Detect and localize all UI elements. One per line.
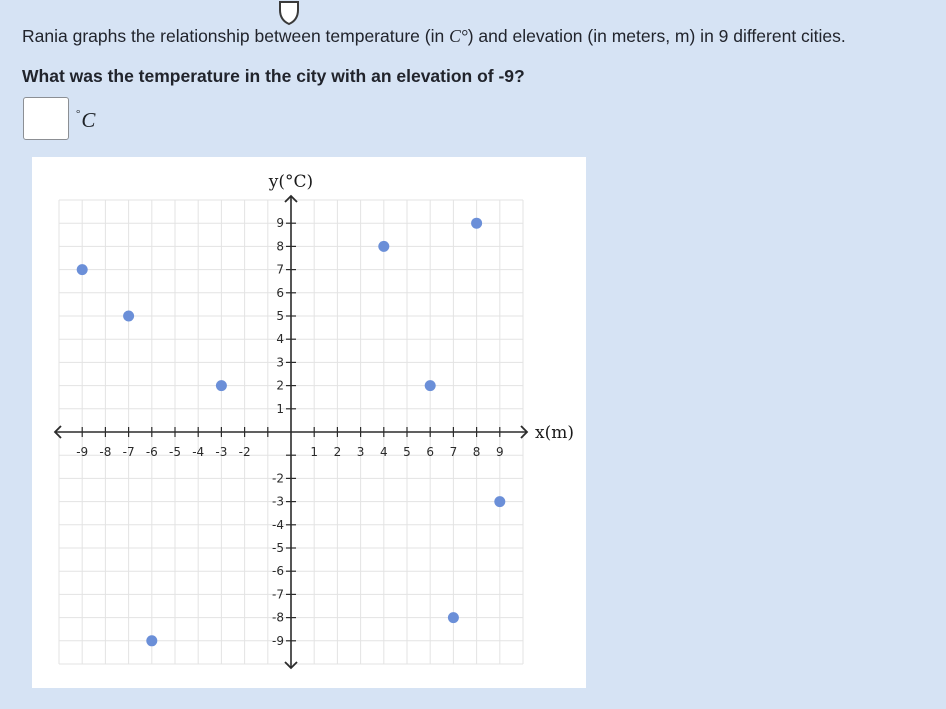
- y-tick-label: 4: [276, 332, 284, 347]
- x-tick-label: 7: [449, 445, 458, 459]
- data-point: [216, 380, 227, 391]
- y-tick-label: -9: [272, 633, 284, 648]
- data-point: [494, 496, 505, 507]
- data-point: [448, 612, 459, 623]
- heart-outline-icon: [276, 0, 302, 26]
- answer-unit-label: [76, 108, 95, 133]
- question-text-before: Rania graphs the relationship between temperature (in: [22, 26, 450, 46]
- data-point: [77, 264, 88, 275]
- x-tick-label: 6: [426, 445, 435, 459]
- y-tick-label: -4: [272, 517, 284, 532]
- data-point: [378, 241, 389, 252]
- y-tick-label: 9: [276, 216, 284, 231]
- y-tick-label: -7: [272, 587, 284, 602]
- y-tick-label: 8: [276, 239, 284, 254]
- y-tick-label: -6: [272, 564, 284, 579]
- x-tick-label: -6: [145, 445, 158, 459]
- y-tick-label: 6: [276, 285, 284, 300]
- question-prompt: What was the temperature in the city with an elevation of -9?: [22, 66, 525, 86]
- question-text-after: ) and elevation (in meters, m) in 9 different cities.: [467, 26, 846, 46]
- x-tick-label: -5: [169, 445, 181, 459]
- y-tick-label: -3: [272, 494, 284, 509]
- x-tick-label: 1: [310, 445, 319, 459]
- x-tick-label: -9: [76, 445, 89, 459]
- answer-input[interactable]: [23, 97, 69, 140]
- x-tick-label: -7: [122, 445, 135, 459]
- x-tick-label: -8: [99, 445, 112, 459]
- x-tick-label: 3: [356, 445, 365, 459]
- data-point: [471, 218, 482, 229]
- x-tick-label: 8: [472, 445, 481, 459]
- x-tick-label: 5: [403, 445, 411, 459]
- x-tick-label: -2: [238, 445, 251, 459]
- x-axis-title: x(m): [535, 423, 574, 443]
- x-tick-label: -3: [215, 445, 228, 459]
- question-text: [22, 25, 846, 47]
- y-tick-label: -2: [272, 471, 284, 486]
- y-tick-label: -8: [272, 610, 284, 625]
- scatter-graph: [32, 157, 586, 688]
- y-tick-label: 5: [276, 309, 284, 323]
- data-point: [425, 380, 436, 391]
- y-tick-label: -5: [272, 541, 284, 555]
- x-tick-label: 2: [333, 445, 342, 459]
- axes: [55, 196, 527, 668]
- temperature-unit-symbol: C°: [449, 26, 468, 46]
- y-tick-label: 1: [276, 401, 284, 416]
- x-tick-label: 4: [379, 445, 388, 459]
- x-tick-label: 9: [495, 445, 504, 459]
- y-tick-label: 2: [276, 378, 284, 393]
- data-point: [123, 311, 134, 322]
- y-tick-label: 7: [276, 262, 284, 277]
- x-tick-label: -4: [192, 445, 205, 459]
- scatter-plot-svg: [32, 157, 586, 688]
- unit-letter: C: [81, 108, 96, 132]
- unit-degree-sign: °: [76, 108, 81, 120]
- y-axis-title: y(°C): [268, 172, 314, 192]
- data-point: [146, 635, 157, 646]
- y-tick-label: 3: [276, 355, 284, 370]
